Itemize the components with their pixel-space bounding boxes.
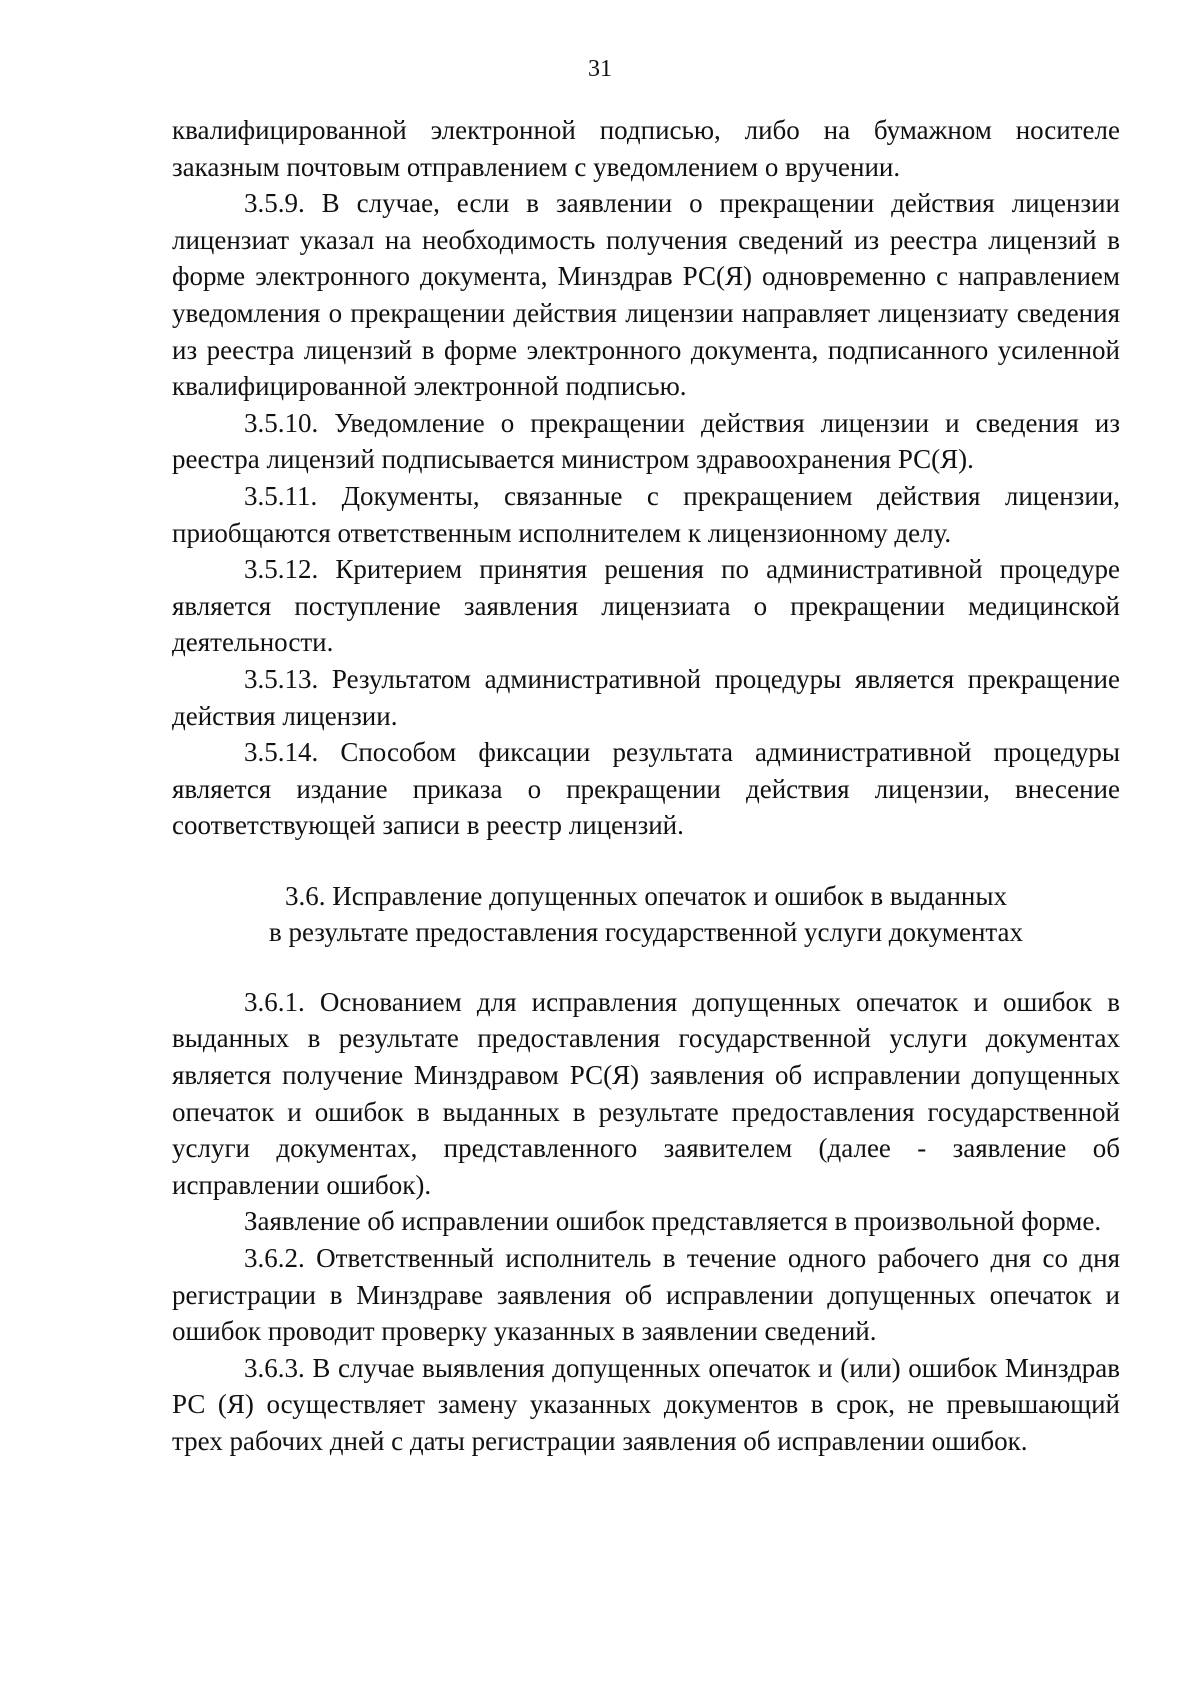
section-heading-3-6 <box>172 878 1120 950</box>
paragraph-free-form: Заявление об исправлении ошибок представляется в произвольной форме. <box>244 1206 1102 1237</box>
paragraph-3-6-3: 3.6.3. В случае выявления допущенных опечаток и (или) ошибок Минздрав РС (Я) осуществляет замену указанных документов в срок, не превышающий трех рабочих дней с даты регистрации заявления об исправлении ошибок. <box>172 1352 1120 1456</box>
paragraph-3-6-2: 3.6.2. Ответственный исполнитель в течение одного рабочего дня со дня регистрации в Минздраве заявления об исправлении допущенных опечаток и ошибок проводит проверку указанных в заявлении сведений. <box>172 1243 1120 1347</box>
section-heading-line-1: 3.6. Исправление допущенных опечаток и ошибок в выданных <box>284 880 1008 911</box>
paragraph-3-5-11: 3.5.11. Документы, связанные с прекращением действия лицензии, приобщаются ответственным исполнителем к лицензионному делу. <box>172 480 1120 548</box>
paragraph-3-5-12: 3.5.12. Критерием принятия решения по административной процедуре является поступление заявления лицензиата о прекращении медицинской деятельности. <box>172 554 1120 658</box>
section-heading-line-2: в результате предоставления государственной услуги документах <box>268 916 1024 947</box>
paragraph-3-5-9: 3.5.9. В случае, если в заявлении о прекращении действия лицензии лицензиат указал на необходимость получения сведений из реестра лицензий в форме электронного документа, Минздрав РС(Я) одновременно с направлением уведомления о прекращении действия лицензии направляет лицензиату сведения из реестра лицензий в форме электронного документа, подписанного усиленной квалифицированной электронной подписью. <box>172 188 1120 402</box>
paragraph-3-5-13: 3.5.13. Результатом административной процедуры является прекращение действия лицензии. <box>172 663 1120 731</box>
paragraph-3-6-1: 3.6.1. Основанием для исправления допущенных опечаток и ошибок в выданных в результате предоставления государственной услуги документах является получение Минздравом РС(Я) заявления об исправлении допущенных опечаток и ошибок в выданных в результате предоставления государственной услуги документах, представленного заявителем (далее - заявление об исправлении ошибок). <box>172 986 1120 1200</box>
page-number: 31 <box>588 56 612 82</box>
paragraph-3-5-14: 3.5.14. Способом фиксации результата административной процедуры является издание приказа о прекращении действия лицензии, внесение соответствующей записи в реестр лицензий. <box>172 737 1120 841</box>
paragraph-3-5-10: 3.5.10. Уведомление о прекращении действия лицензии и сведения из реестра лицензий подписывается министром здравоохранения РС(Я). <box>172 407 1120 475</box>
document-body <box>172 112 1120 1460</box>
paragraph-continuation: квалифицированной электронной подписью, либо на бумажном носителе заказным почтовым отправлением с уведомлением о вручении. <box>172 115 1120 182</box>
